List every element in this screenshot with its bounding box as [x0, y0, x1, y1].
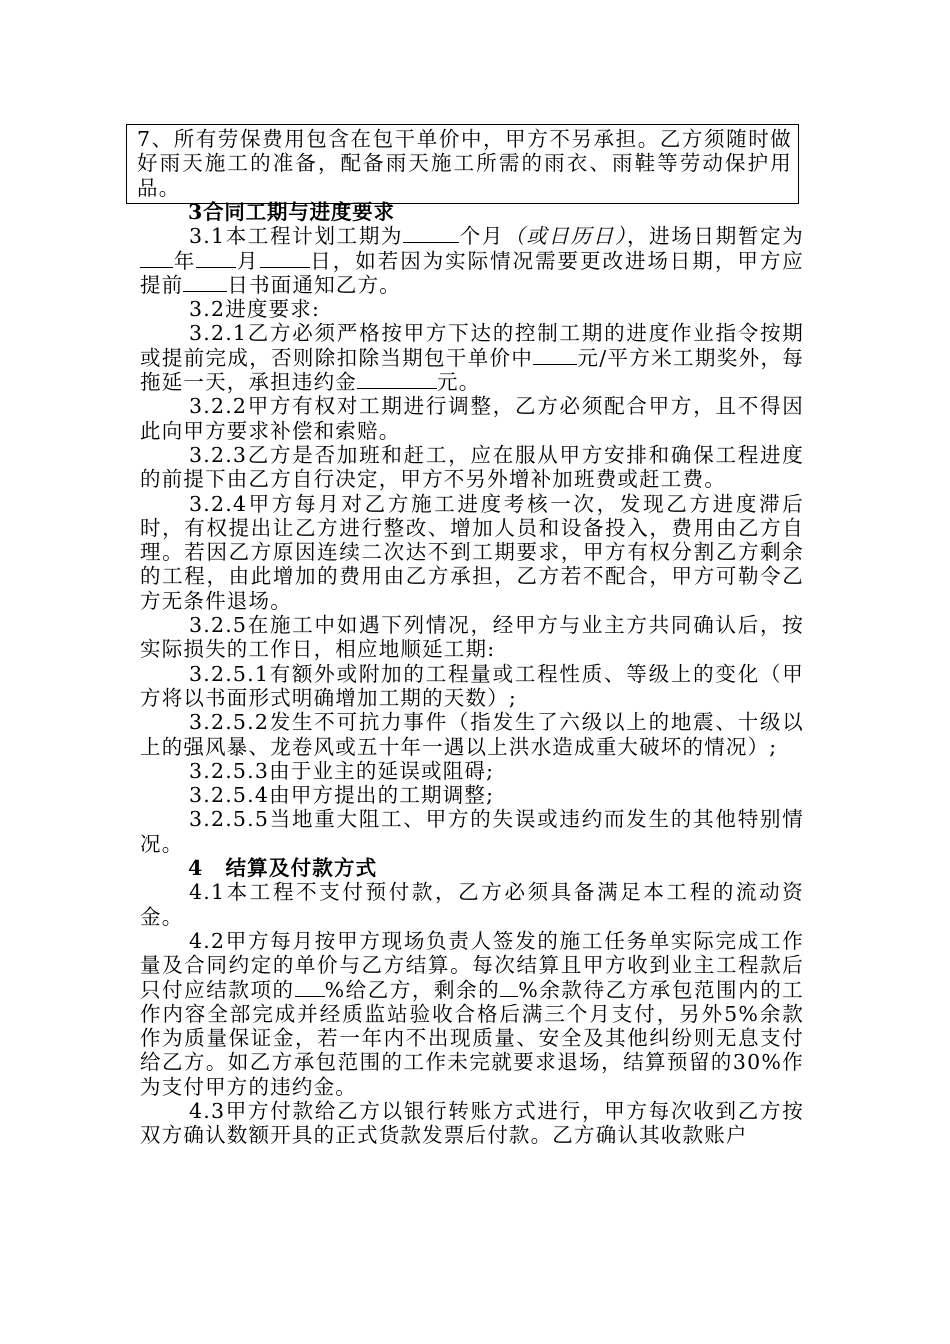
section-4-title: 结算及付款方式 [225, 856, 378, 881]
clause-4-2-text-a: 4.2甲方每月按甲方现场负责人签发的施工任务单实际完成工作量及合同约定的单价与乙方结算。每次结算且甲方收到业主工程款后只付应结款项的 [140, 928, 804, 1002]
clause-3-2-5-2: 3.2.5.2发生不可抗力事件（指发生了六级以上的地震、十级以上的强风暴、龙卷风或五十年一遇以上洪水造成重大破坏的情况）; [140, 710, 804, 759]
section-4-number: 4 [188, 856, 204, 881]
clause-4-3: 4.3甲方付款给乙方以银行转账方式进行，甲方每次收到乙方按双方确认数额开具的正式货款发票后付款。乙方确认其收款账户 [140, 1098, 804, 1148]
clause-3-2-1 [140, 321, 804, 394]
blank-start-year [140, 249, 173, 268]
clause-4-2-text-b: %给乙方，剩余的 [324, 977, 501, 1002]
clause-3-1 [140, 224, 804, 297]
clause-3-1-text-b: 个月 [459, 224, 505, 249]
clause-3-1-text-g: 日，如若因为实际情况需要更改进场日期，甲方应提前 [140, 248, 805, 297]
blank-start-day [260, 249, 310, 268]
clause-3-1-text-f: 月 [236, 248, 260, 273]
clause-3-2-1-text-b: 元/平方米工期奖外，每拖延一天，承担违约金 [140, 345, 804, 395]
blank-penalty-amount [357, 370, 437, 389]
blank-duration-months [403, 224, 459, 243]
clause-3-2-5-4: 3.2.5.4由甲方提出的工期调整; [189, 783, 495, 808]
clause-3-2-3: 3.2.3乙方是否加班和赶工，应在服从甲方安排和确保工程进度的前提下由乙方自行决定，甲方不另外增补加班费或赶工费。 [140, 442, 804, 492]
clause-3-1-text-a: 3.1本工程计划工期为 [189, 224, 404, 249]
clause-3-1-text-h: 日书面通知乙方。 [227, 272, 402, 297]
clause-3-2-5-1: 3.2.5.1有额外或附加的工程量或工程性质、等级上的变化（甲方将以书面形式明确增加工期的天数）; [140, 661, 804, 710]
section-3-heading: 3合同工期与进度要求 [188, 200, 395, 224]
clause-3-2-5-5: 3.2.5.5当地重大阻工、甲方的失误或违约而发生的其他特别情况。 [140, 807, 804, 856]
clause-7-text: 7、所有劳保费用包含在包干单价中，甲方不另承担。乙方须随时做好雨天施工的准备，配备雨天施工所需的雨衣、雨鞋等劳动保护用品。 [137, 127, 792, 200]
clause-3-2: 3.2进度要求: [189, 297, 321, 322]
clause-3-2-4: 3.2.4甲方每月对乙方施工进度考核一次，发现乙方进度滞后时，有权提出让乙方进行整改、增加人员和设备投入，费用由乙方自理。若因乙方原因连续二次达不到工期要求，甲方有权分割乙方剩余的工程，由此增加的费用由乙方承担，乙方若不配合，甲方可勒令乙方无条件退场。 [140, 491, 804, 613]
clause-3-2-1-text-c: 元。 [437, 370, 481, 395]
document-body [140, 200, 804, 1148]
blank-notice-days [183, 273, 227, 292]
blank-remaining-percent [500, 978, 518, 997]
boxed-clause-7 [126, 124, 799, 204]
blank-pay-percent [295, 978, 325, 997]
section-4-heading [140, 856, 804, 880]
clause-4-1: 4.1本工程不支付预付款，乙方必须具备满足本工程的流动资金。 [140, 880, 804, 929]
clause-3-1-text-d: ，进场日期暂定为 [626, 224, 804, 249]
clause-3-2-2: 3.2.2甲方有权对工期进行调整，乙方必须配合甲方，且不得因此向甲方要求补偿和索赔。 [140, 394, 804, 443]
clause-3-2-1-text-a: 3.2.1乙方必须严格按甲方下达的控制工期的进度作业指令按期或提前完成，否则除扣除当期包干单价中 [140, 321, 804, 370]
clause-3-1-text-e: 年 [173, 248, 197, 273]
clause-4-2-text-c: %余款待乙方承包范围内的工作内容全部完成并经质监站验收合格后满三个月支付，另外5%余款作为质量保证金，若一年内不出现质量、安全及其他纠纷则无息支付给乙方。如乙方承包范围的工作未完就要求退场，结算预留的30%作为支付甲方的违约金。 [140, 977, 804, 1099]
blank-start-month [196, 249, 236, 268]
clause-3-1-text-c: （或日历日） [504, 224, 627, 249]
clause-3-2-5-3: 3.2.5.3由于业主的延误或阻碍; [189, 758, 495, 783]
clause-3-2-5: 3.2.5在施工中如遇下列情况，经甲方与业主方共同确认后，按实际损失的工作日，相应地顺延工期: [140, 613, 804, 662]
clause-4-2 [140, 929, 804, 1099]
blank-bonus-per-sqm [533, 346, 577, 365]
